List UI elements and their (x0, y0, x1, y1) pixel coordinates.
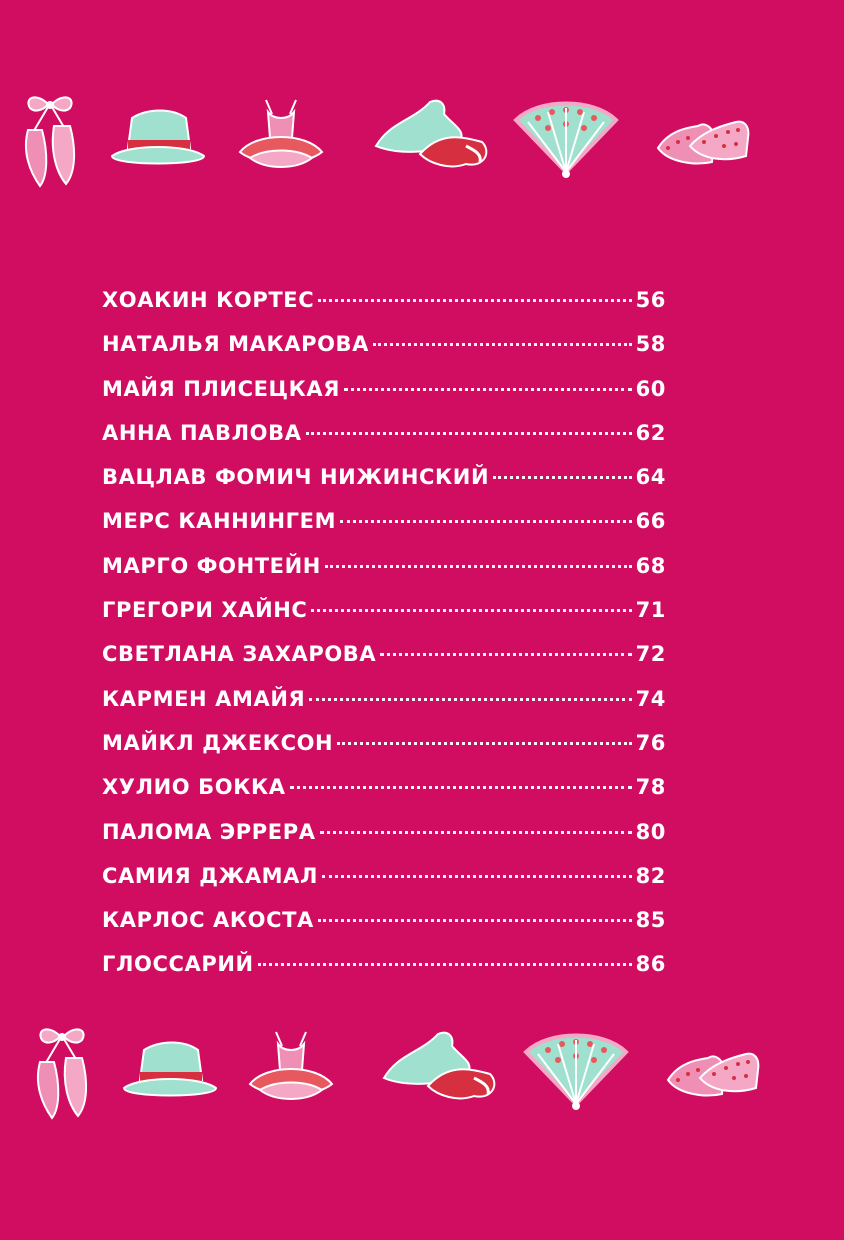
toc-entry[interactable] (102, 548, 666, 592)
toc-entry-name: ПАЛОМА ЭРРЕРА (102, 819, 316, 844)
tutu-dress-icon (246, 1024, 336, 1124)
toc-entry-name: КАРЛОС АКОСТА (102, 908, 314, 933)
toc-entry[interactable] (102, 459, 666, 503)
toc-page-number: 58 (635, 332, 666, 357)
flamenco-shoes-icon (664, 1024, 764, 1124)
toc-entry-name: АННА ПАВЛОВА (102, 420, 302, 445)
toc-page-number: 78 (635, 775, 666, 800)
table-of-contents (102, 282, 666, 991)
toc-page-number: 80 (635, 819, 666, 844)
toc-entry-name: МАЙКЛ ДЖЕКСОН (102, 730, 334, 755)
toc-entry-name: НАТАЛЬЯ МАКАРОВА (102, 332, 370, 357)
toc-leader-dots (309, 698, 631, 701)
flamenco-shoes-icon (654, 92, 754, 192)
toc-entry-name: СВЕТЛАНА ЗАХАРОВА (102, 642, 377, 667)
toc-entry[interactable] (102, 326, 666, 370)
toc-page-number: 85 (635, 908, 666, 933)
toc-page-number: 86 (635, 952, 666, 977)
toc-entry-name: МЕРС КАННИНГЕМ (102, 509, 337, 534)
bottom-decoration-row (0, 1024, 844, 1124)
tutu-dress-icon (236, 92, 326, 192)
tap-shoes-icon (378, 1024, 502, 1124)
toc-leader-dots (318, 299, 631, 302)
toc-entry[interactable] (102, 371, 666, 415)
toc-entry-name: МАРГО ФОНТЕЙН (102, 553, 321, 578)
toc-entry-name: ГЛОССАРИЙ (102, 952, 254, 977)
fedora-hat-icon (108, 92, 208, 192)
toc-page-number: 56 (635, 288, 666, 312)
toc-leader-dots (337, 742, 631, 745)
toc-page-number: 71 (635, 598, 666, 623)
toc-entry-name: ХУЛИО БОККА (102, 775, 286, 800)
toc-entry-name: МАЙЯ ПЛИСЕЦКАЯ (102, 376, 341, 401)
toc-leader-dots (311, 609, 631, 612)
top-decoration-row (0, 92, 844, 192)
pointe-shoes-icon (18, 92, 82, 192)
toc-entry-name: ХОАКИН КОРТЕС (102, 288, 315, 312)
toc-entry[interactable] (102, 725, 666, 769)
toc-entry-name: САМИЯ ДЖАМАЛ (102, 863, 319, 888)
toc-leader-dots (344, 388, 632, 391)
toc-page-number: 76 (635, 730, 666, 755)
toc-entry[interactable] (102, 636, 666, 680)
toc-page-number: 82 (635, 863, 666, 888)
toc-leader-dots (290, 786, 632, 789)
toc-entry[interactable] (102, 902, 666, 946)
toc-entry[interactable] (102, 769, 666, 813)
folding-fan-icon (508, 92, 624, 192)
toc-leader-dots (340, 520, 631, 523)
toc-page-number: 72 (635, 642, 666, 667)
folding-fan-icon (518, 1024, 634, 1124)
tap-shoes-icon (370, 92, 494, 192)
toc-leader-dots (258, 963, 632, 966)
toc-entry[interactable] (102, 814, 666, 858)
toc-page-number: 60 (635, 376, 666, 401)
toc-entry[interactable] (102, 946, 666, 990)
toc-page-number: 64 (635, 465, 666, 490)
toc-leader-dots (325, 565, 632, 568)
toc-entry[interactable] (102, 503, 666, 547)
toc-entry[interactable] (102, 681, 666, 725)
toc-leader-dots (320, 831, 632, 834)
toc-leader-dots (493, 476, 631, 479)
toc-entry[interactable] (102, 415, 666, 459)
toc-entry-name: КАРМЕН АМАЙЯ (102, 686, 306, 711)
toc-page-number: 66 (635, 509, 666, 534)
pointe-shoes-icon (30, 1024, 94, 1124)
toc-leader-dots (380, 653, 631, 656)
fedora-hat-icon (120, 1024, 220, 1124)
toc-page-number: 68 (635, 553, 666, 578)
toc-leader-dots (306, 432, 632, 435)
toc-entry[interactable] (102, 282, 666, 326)
toc-leader-dots (373, 343, 632, 346)
toc-leader-dots (322, 875, 631, 878)
toc-entry[interactable] (102, 592, 666, 636)
toc-page-number: 74 (635, 686, 666, 711)
toc-leader-dots (318, 919, 632, 922)
toc-entry-name: ВАЦЛАВ ФОМИЧ НИЖИНСКИЙ (102, 465, 490, 490)
toc-page-number: 62 (635, 420, 666, 445)
toc-entry[interactable] (102, 858, 666, 902)
toc-entry-name: ГРЕГОРИ ХАЙНС (102, 598, 308, 623)
